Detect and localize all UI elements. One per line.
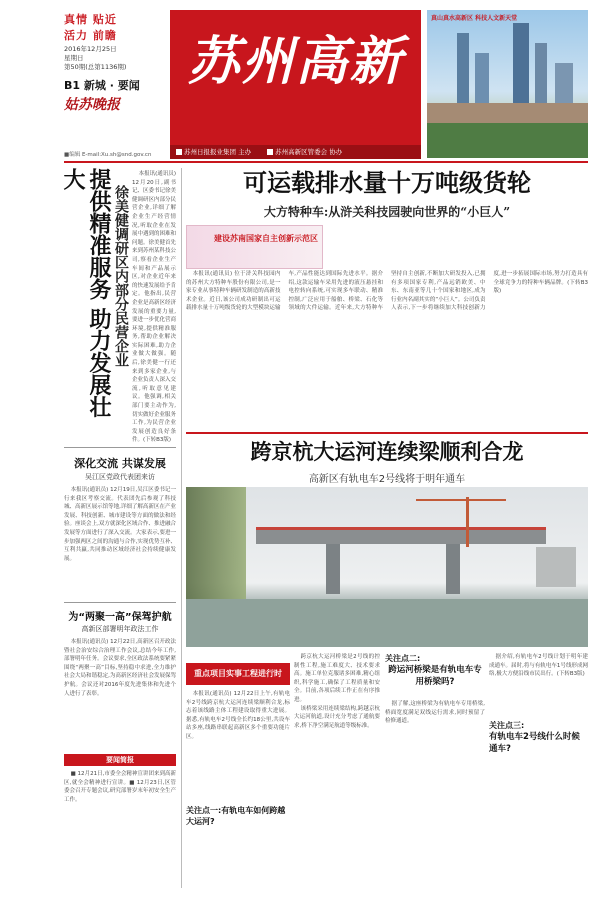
masthead-title: 苏州高新	[187, 31, 404, 92]
qa3-title: 关注点三:	[489, 721, 525, 730]
news-brief-header	[64, 754, 176, 766]
feature-body	[64, 486, 176, 598]
feature-body-1	[186, 690, 290, 800]
section-label: B1 新城 · 要闻	[64, 79, 140, 92]
left-headline: 提供精准服务 助力发展壮大	[60, 168, 112, 418]
feature-body-4-text: 据了解,这座桥梁为有轨电车专用桥梁,桥面宽度满足双线运行需求,同时预留了检修通道。	[385, 701, 485, 725]
lead-subhead: 大方特种车:从浒关科技园驶向世界的“小巨人”	[263, 205, 511, 219]
politics-body-text: 本报讯(通讯员) 12月22日,高新区召开政法暨社会治安综合治理工作会议,总结今年工作,部署明年任务。会议要求,全区政法系统要紧紧围绕“两聚一高”目标,坚持稳中求进,全力维护社会大局和谐稳定,为高新区经济社会发展保驾护航。会议还对2016年度先进集体和先进个人进行了表彰。	[64, 639, 176, 697]
banner-text: 建设苏南国家自主创新示范区	[214, 234, 318, 243]
news-brief-title: 要闻简报	[106, 756, 134, 764]
feature-body-4	[385, 700, 485, 888]
feature-sub: 吴江区党政代表团来访	[85, 473, 155, 481]
slogan-line-2: 活力 前瞻	[64, 29, 117, 42]
slogan	[64, 12, 154, 44]
sponsor-left-icon	[176, 149, 182, 155]
sponsor-right: 苏州高新区管委会 协办	[275, 148, 343, 156]
sponsor-right-icon	[267, 149, 273, 155]
skyline-photo	[427, 10, 588, 158]
feature-body-1-text: 本报讯(通讯员) 12月22日上午,有轨电车2号线跨京杭大运河连续梁顺利合龙,标志着该线路主体工程建设取得重大进展。据悉,有轨电车2号线全长约18公里,共设车站多座,线路串联起高新区多个重要功能片区。	[186, 691, 290, 740]
qa3-text: 有轨电车2号线什么时候通车?	[489, 732, 580, 754]
feature-body-text: 本报讯(通讯员) 12月19日,吴江区委书记一行来我区考察交流。代表团先后参观了科技城、高新区展示馆等地,详细了解高新区在产业发展、科技创新、城市建设等方面的做法和经验。座谈会上,双方就深化区域合作、推进融合发展等方面进行了深入交流。大家表示,要进一步加强两区之间的沟通与合作,实现优势互补、互利共赢,共同推动区域经济社会持续健康发展。	[64, 487, 176, 562]
left-body-text: 本报讯(通讯员) 12月20日,副书记、区委书记徐美健调研区内部分民营企业,详细了解企业生产经营情况,听取企业在发展中遇到的困难和问题。徐美健首先来到苏州某科技公司,察看企业生产车间和产品展示区,对企业近年来的快速发展给予肯定。他指出,民营企业是高新区经济发展的重要力量,要进一步优化营商环境,提供精准服务,帮助企业解决实际困难,助力企业做大做强。随后,徐美健一行还来到多家企业,与企业负责人深入交流,听取意见建议。他强调,相关部门要主动作为,切实做好企业服务工作,为民营企业发展创造良好条件。(下转B3版)	[132, 171, 177, 444]
photo-caption: 真山真水高新区 科技人文新天堂	[431, 15, 518, 22]
politics-sub: 高新区部署明年政法工作	[81, 625, 159, 633]
sponsor-left: 苏州日报报业集团 主办	[184, 148, 252, 156]
paper-logo: 姑苏晚报	[64, 97, 120, 113]
news-brief-body	[64, 770, 176, 888]
qa1-text: 关注点一:有轨电车如何跨越大运河?	[186, 806, 286, 826]
column-divider	[181, 168, 182, 888]
divider-left-1	[64, 447, 176, 448]
editor-line: ■编辑 E-mail:Xu.sh@snd.gov.cn	[64, 152, 152, 158]
slogan-line-1: 真情 贴近	[64, 13, 117, 26]
lead-body	[186, 270, 588, 428]
lead-headline: 可运载排水量十万吨级货轮	[243, 168, 531, 197]
qa2	[385, 653, 485, 688]
feature-body-2-text: 跨京杭大运河桥梁是2号线的控制性工程,施工难度大、技术要求高。施工单位克服诸多困难,精心组织,科学施工,确保了工程质量和安全。目前,各项后续工作正在有序推进。	[294, 654, 380, 703]
divider-lead	[186, 432, 588, 434]
issue-info	[64, 45, 164, 72]
feature-body-5-text: 据介绍,有轨电车2号线计划于明年建成通车。届时,将与有轨电车1号线形成网络,极大方便沿线市民出行。(下转B3版)	[489, 654, 588, 678]
project-banner-text: 重点项目实事工程进行时	[194, 669, 282, 678]
qa1	[186, 805, 290, 827]
left-subhead: 徐美健调研区内部分民营企业	[113, 185, 129, 367]
feature-subhead: 高新区有轨电车2号线将于明年通车	[308, 474, 466, 485]
issue-number: 第50期(总第1136期)	[64, 63, 127, 71]
left-body	[132, 170, 177, 444]
qa2-text: 跨运河桥梁是有轨电车专用桥梁吗?	[388, 665, 482, 687]
feature-title: 深化交流 共谋发展	[74, 457, 166, 470]
qa3	[489, 720, 588, 755]
feature-body-5	[489, 653, 588, 713]
feature-headline: 跨京杭大运河连续梁顺利合龙	[250, 439, 524, 464]
banner-map	[186, 225, 323, 269]
project-banner	[186, 663, 290, 685]
issue-date: 2016年12月25日	[64, 45, 117, 53]
feature-body-2	[294, 653, 380, 888]
news-brief-text: ■ 12月21日,市委全会精神宣讲团来到高新区,就全会精神进行宣讲。■ 12月23日,区管委会召开专题会议,研究部署岁末年初安全生产工作。	[64, 771, 176, 803]
masthead-title-box	[170, 10, 421, 145]
politics-title: 为“两聚一高”保驾护航	[68, 612, 172, 623]
lead-body-text: 本报讯(通讯员) 位于浒关科技园内的苏州大方特种车股份有限公司,是一家专业从事特种车辆研发制造的高新技术企业。近日,该公司成功研制出可运载排水量十万吨级货轮的大型模块运输车,产品性能达到国际先进水平。据介绍,这款运输车采用先进的液压悬挂和电控转向系统,可实现多车联动、精准控制,广泛应用于船舶、桥梁、石化等领域的大件运输。近年来,大方特种车坚持自主创新,不断加大研发投入,已拥有多项国家专利,产品远销欧美、中东、东南亚等几十个国家和地区,成为行业内名副其实的“小巨人”。公司负责人表示,下一步将继续加大科技创新力度,进一步拓展国际市场,努力打造具有全球竞争力的特种车辆品牌。(下转B3版)	[186, 271, 588, 312]
qa2-title: 关注点二:	[385, 654, 421, 663]
masthead-rule	[64, 161, 588, 163]
politics-body	[64, 638, 176, 748]
sponsor-bar	[170, 145, 421, 159]
feature-body-3-text: 该桥梁采用连续梁结构,跨越京杭大运河航道,设计充分考虑了通航要求,桥下净空满足航道等级标准。	[294, 705, 380, 729]
crane-photo	[186, 487, 588, 647]
divider-left-2	[64, 602, 176, 603]
issue-weekday: 星期日	[64, 54, 84, 62]
